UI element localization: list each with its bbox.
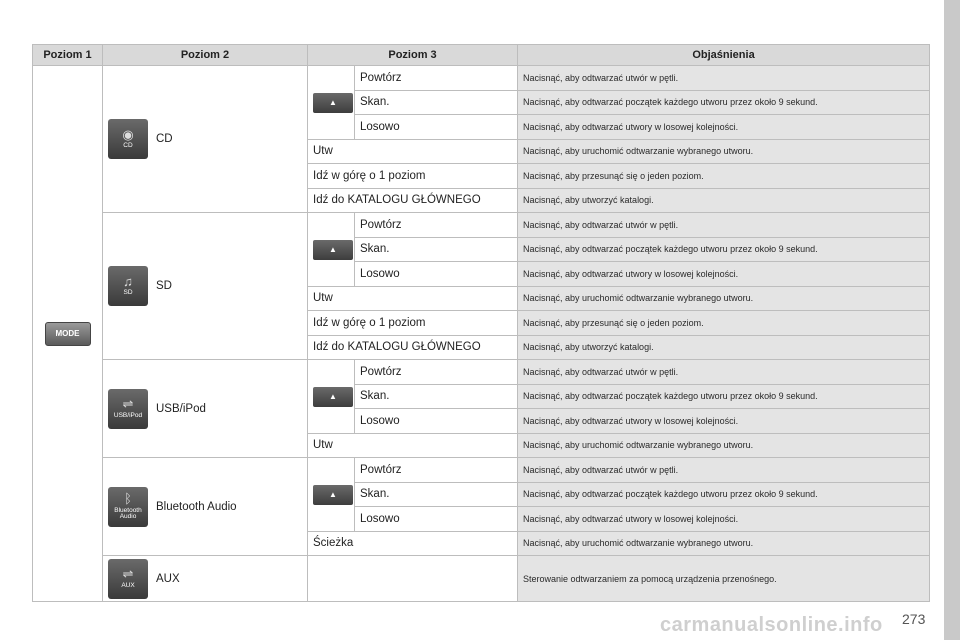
option-desc: Nacisnąć, aby odtwarzać początek każdego utworu przez około 9 sekund. [518,237,930,262]
option-label: Utw [308,139,518,164]
option-desc: Nacisnąć, aby odtwarzać początek każdego utworu przez około 9 sekund. [518,90,930,115]
option-desc: Nacisnąć, aby przesunąć się o jeden poziom. [518,311,930,336]
source-label: SD [156,280,172,292]
source-cd [103,66,308,213]
option-label: Idź w górę o 1 poziom [308,311,518,336]
table-row [33,213,930,238]
option-desc: Nacisnąć, aby odtwarzać utwory w losowej kolejności. [518,409,930,434]
up-arrow-icon: ▲ [313,240,353,260]
bluetooth-icon: ᛒ Bluetooth Audio [108,487,148,527]
table-row [33,66,930,91]
option-desc: Nacisnąć, aby uruchomić odtwarzanie wybranego utworu. [518,433,930,458]
option-desc: Nacisnąć, aby uruchomić odtwarzanie wybranego utworu. [518,531,930,556]
source-label: Bluetooth Audio [156,500,237,513]
option-desc: Nacisnąć, aby przesunąć się o jeden poziom. [518,164,930,189]
option-desc: Nacisnąć, aby odtwarzać utwory w losowej kolejności. [518,115,930,140]
option-label: Skan. [355,384,518,409]
table-row [33,556,930,602]
header-level3: Poziom 3 [308,45,518,66]
mode-cell [33,66,103,602]
option-desc: Nacisnąć, aby odtwarzać utwór w pętli. [518,66,930,91]
source-aux [103,556,308,602]
option-label: Powtórz [355,458,518,483]
header-level1: Poziom 1 [33,45,103,66]
option-desc: Nacisnąć, aby utworzyć katalogi. [518,335,930,360]
option-desc: Nacisnąć, aby odtwarzać utwór w pętli. [518,458,930,483]
option-label: Skan. [355,482,518,507]
table-header-row [33,45,930,66]
arrow-cell [308,66,355,140]
header-explanation: Objaśnienia [518,45,930,66]
option-label: Losowo [355,507,518,532]
option-desc: Nacisnąć, aby odtwarzać utwory w losowej kolejności. [518,262,930,287]
source-label: USB/iPod [156,402,206,415]
arrow-cell [308,360,355,434]
arrow-cell [308,458,355,532]
arrow-cell [308,213,355,287]
aux-empty-cell [308,556,518,602]
side-strip [944,0,960,640]
option-desc: Nacisnąć, aby utworzyć katalogi. [518,188,930,213]
page-number: 273 [902,611,926,627]
source-label: CD [156,133,173,145]
watermark: carmanualsonline.info [660,614,883,636]
table-row [33,360,930,385]
option-label: Powtórz [355,213,518,238]
up-arrow-icon: ▲ [313,485,353,505]
source-sd [103,213,308,360]
mode-button-icon: MODE [45,322,91,346]
up-arrow-icon: ▲ [313,93,353,113]
option-desc: Nacisnąć, aby odtwarzać utwór w pętli. [518,213,930,238]
aux-icon: ⇌ AUX [108,559,148,599]
option-label: Ścieżka [308,531,518,556]
option-label: Utw [308,433,518,458]
option-label: Powtórz [355,360,518,385]
option-desc: Nacisnąć, aby odtwarzać utwór w pętli. [518,360,930,385]
source-usb [103,360,308,458]
menu-table [32,44,930,602]
option-label: Idź do KATALOGU GŁÓWNEGO [308,188,518,213]
table-row [33,458,930,483]
option-desc: Nacisnąć, aby uruchomić odtwarzanie wybranego utworu. [518,286,930,311]
up-arrow-icon: ▲ [313,387,353,407]
option-label: Idź w górę o 1 poziom [308,164,518,189]
option-desc: Nacisnąć, aby odtwarzać początek każdego utworu przez około 9 sekund. [518,482,930,507]
option-desc: Nacisnąć, aby uruchomić odtwarzanie wybranego utworu. [518,139,930,164]
source-bluetooth [103,458,308,556]
option-desc: Nacisnąć, aby odtwarzać utwory w losowej kolejności. [518,507,930,532]
option-label: Skan. [355,90,518,115]
source-label: AUX [156,572,180,585]
sd-icon: ♫ SD [108,266,148,306]
header-level2: Poziom 2 [103,45,308,66]
option-label: Utw [308,286,518,311]
option-label: Powtórz [355,66,518,91]
option-desc: Nacisnąć, aby odtwarzać początek każdego utworu przez około 9 sekund. [518,384,930,409]
usb-icon: ⇌ USB/iPod [108,389,148,429]
option-label: Skan. [355,237,518,262]
cd-icon: ◉ CD [108,119,148,159]
option-desc: Sterowanie odtwarzaniem za pomocą urządzenia przenośnego. [518,556,930,602]
option-label: Losowo [355,115,518,140]
option-label: Losowo [355,262,518,287]
option-label: Losowo [355,409,518,434]
option-label: Idź do KATALOGU GŁÓWNEGO [308,335,518,360]
